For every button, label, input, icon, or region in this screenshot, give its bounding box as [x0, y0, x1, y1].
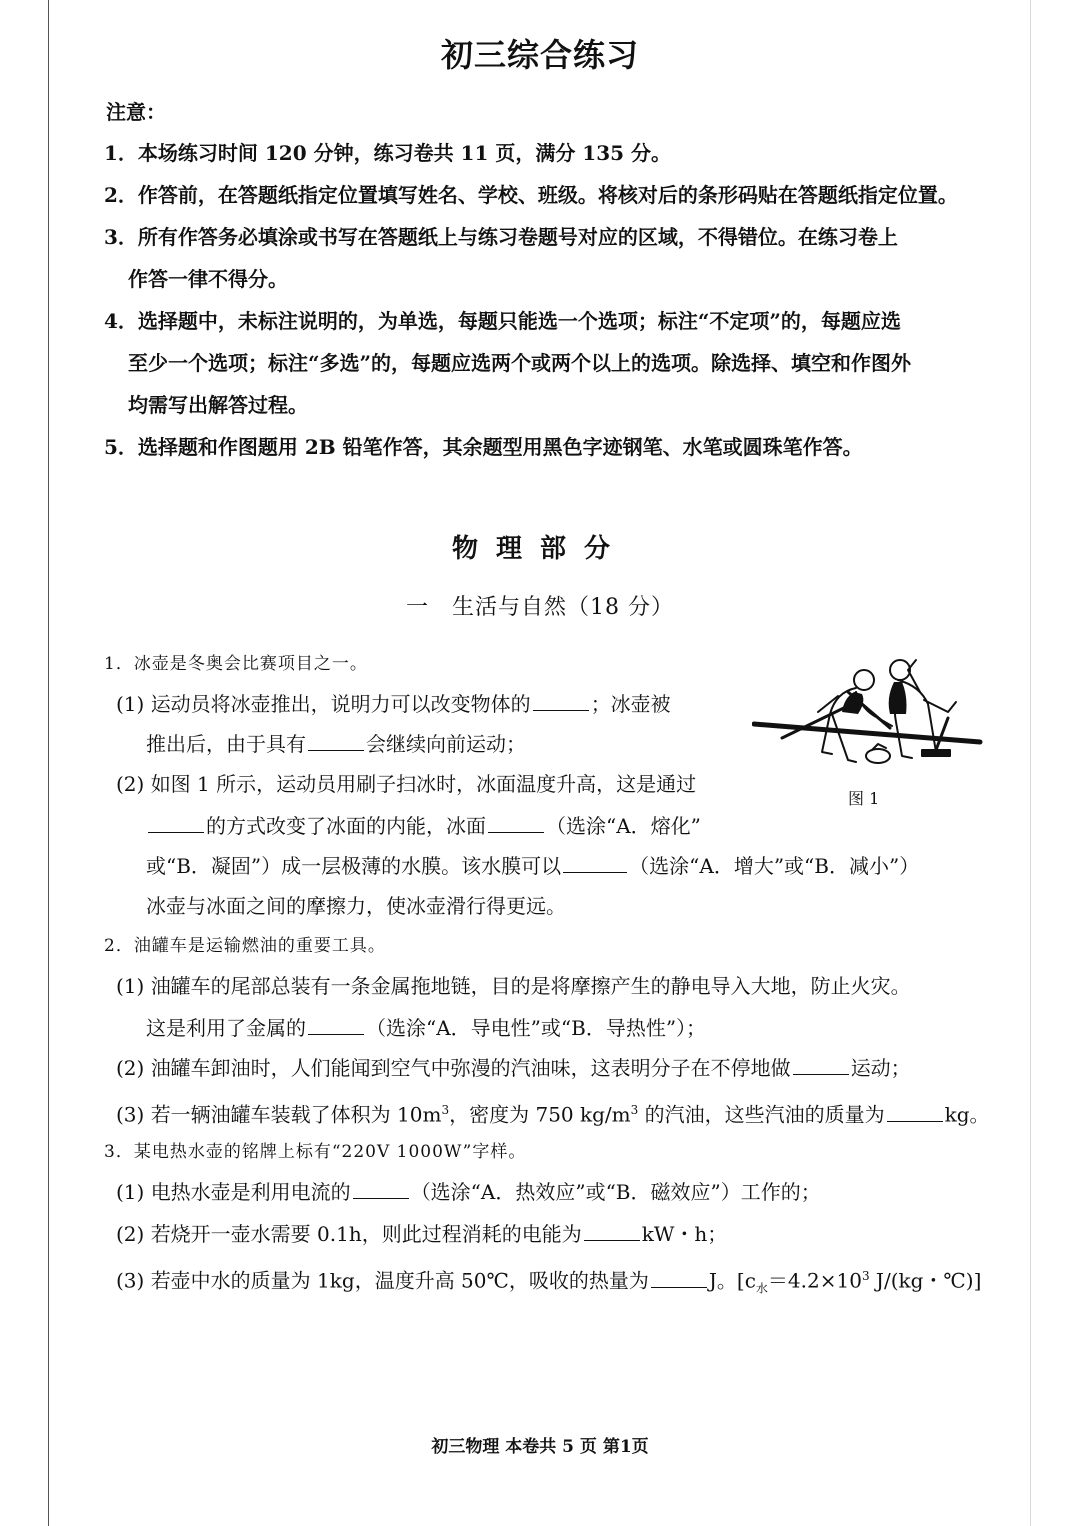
- superscript: 3: [630, 1103, 639, 1117]
- notice-item-3-cont-wrap: [104, 258, 984, 300]
- q1-p1-text-c: 推出后，由于具有: [146, 732, 306, 756]
- q3-p3-text-c: ＝4.2×10: [767, 1268, 862, 1293]
- question-1-part-2-cont2: [146, 846, 919, 886]
- q3-p3-text-b: J。[c: [708, 1268, 756, 1293]
- q2-p3-text-c: 的汽油，这些汽油的质量为: [638, 1102, 885, 1127]
- page-edge-line: [1030, 0, 1031, 1526]
- q3-p3-text-a: (3) 若壶中水的质量为 1kg，温度升高 50℃，吸收的热量为: [116, 1268, 649, 1293]
- notice-item-4-cont2-wrap: [104, 384, 984, 426]
- subsection-title: 一 生活与自然（18 分）: [406, 595, 674, 620]
- question-2-stem: 2．油罐车是运输燃油的重要工具。: [104, 936, 386, 956]
- q2-p1-text-c: （选涂“A．导电性”或“B．导热性”）；: [366, 1016, 707, 1040]
- answer-blank[interactable]: [148, 812, 204, 833]
- notice-item-3-cont: 作答一律不得分。: [128, 267, 288, 291]
- answer-blank[interactable]: [488, 812, 544, 833]
- answer-blank[interactable]: [308, 730, 364, 751]
- question-3-part-1: [116, 1172, 821, 1212]
- question-2-part-2: [116, 1048, 911, 1088]
- question-1-stem: 1．冰壶是冬奥会比赛项目之一。: [104, 654, 368, 674]
- question-1-part-2-cont1: [146, 806, 701, 846]
- q1-p2-text-b: 的方式改变了冰面的内能，冰面: [206, 814, 486, 838]
- q3-p1-text-b: （选涂“A．热效应”或“B．磁效应”）工作的；: [410, 1180, 821, 1204]
- answer-blank[interactable]: [584, 1220, 640, 1241]
- q1-p2-text-c: （选涂“A．熔化”: [546, 814, 701, 838]
- page-footer: 初三物理 本卷共 5 页 第1页: [431, 1437, 649, 1457]
- notice-item-1: 1．本场练习时间 120 分钟，练习卷共 11 页，满分 135 分。: [104, 141, 672, 165]
- question-3-part-3: [116, 1256, 981, 1309]
- notice-item-4-cont1: 至少一个选项；标注“多选”的，每题应选两个或两个以上的选项。除选择、填空和作图外: [128, 351, 912, 375]
- superscript: 3: [441, 1103, 450, 1117]
- q1-p1-text-d: 会继续向前运动；: [366, 732, 526, 756]
- q2-p2-text-b: 运动；: [850, 1056, 911, 1080]
- answer-blank[interactable]: [887, 1101, 943, 1122]
- q2-p3-text-d: kg。: [944, 1102, 990, 1127]
- question-1-part-2: (2) 如图 1 所示，运动员用刷子扫冰时，冰面温度升高，这是通过: [116, 772, 697, 796]
- question-3-part-2: [116, 1214, 727, 1254]
- q2-p3-text-b: ，密度为 750 kg/m: [449, 1102, 631, 1127]
- question-1-part-1-cont: [146, 724, 526, 764]
- q3-p1-text-a: (1) 电热水壶是利用电流的: [116, 1180, 351, 1204]
- notice-item-4: 4．选择题中，未标注说明的，为单选，每题只能选一个选项；标注“不定项”的，每题应选: [104, 309, 901, 333]
- q3-p2-text-b: kW・h；: [641, 1222, 728, 1246]
- question-2-part-1: (1) 油罐车的尾部总装有一条金属拖地链，目的是将摩擦产生的静电导入大地，防止火灾。: [116, 974, 911, 998]
- answer-blank[interactable]: [563, 852, 627, 873]
- exam-title: 初三综合练习: [440, 36, 639, 74]
- answer-blank[interactable]: [353, 1178, 409, 1199]
- answer-blank[interactable]: [533, 690, 589, 711]
- subscript: 水: [755, 1281, 768, 1296]
- q1-p1-text-b: ；冰壶被: [590, 692, 671, 716]
- notice-item-4-cont2: 均需写出解答过程。: [128, 393, 308, 417]
- q3-p3-text-d: J/(kg・℃)]: [869, 1268, 982, 1293]
- answer-blank[interactable]: [793, 1054, 849, 1075]
- question-2-part-1-cont: [146, 1008, 706, 1048]
- q2-p1-text-b: 这是利用了金属的: [146, 1016, 306, 1040]
- question-2-part-3: [116, 1090, 990, 1135]
- binding-margin-line: [48, 0, 49, 1526]
- answer-blank[interactable]: [651, 1267, 707, 1288]
- notice-item-2: 2．作答前，在答题纸指定位置填写姓名、学校、班级。将核对后的条形码贴在答题纸指定位置。: [104, 183, 958, 207]
- figure-1-caption: 图 1: [848, 789, 880, 808]
- q3-p2-text-a: (2) 若烧开一壶水需要 0.1h，则此过程消耗的电能为: [116, 1222, 582, 1246]
- answer-blank[interactable]: [308, 1014, 364, 1035]
- question-1-part-1: [116, 684, 671, 724]
- q1-p2-text-d: 或“B．凝固”）成一层极薄的水膜。该水膜可以: [146, 854, 562, 878]
- notice-item-3: 3．所有作答务必填涂或书写在答题纸上与练习卷题号对应的区域，不得错位。在练习卷上: [104, 225, 898, 249]
- section-title: 物理部分: [451, 534, 628, 564]
- notice-heading: 注意：: [106, 100, 166, 124]
- question-1-part-2-cont3: 冰壶与冰面之间的摩擦力，使冰壶滑行得更远。: [146, 894, 566, 918]
- notice-item-4-cont1-wrap: [104, 342, 984, 384]
- q1-p1-text-a: (1) 运动员将冰壶推出，说明力可以改变物体的: [116, 692, 531, 716]
- q2-p2-text-a: (2) 油罐车卸油时，人们能闻到空气中弥漫的汽油味，这表明分子在不停地做: [116, 1056, 791, 1080]
- question-3-stem: 3．某电热水壶的铭牌上标有“220V 1000W”字样。: [104, 1142, 527, 1162]
- notice-item-5: 5．选择题和作图题用 2B 铅笔作答，其余题型用黑色字迹钢笔、水笔或圆珠笔作答。: [104, 435, 863, 459]
- q2-p3-text-a: (3) 若一辆油罐车装载了体积为 10m: [116, 1102, 442, 1127]
- curling-figure-image: [752, 652, 984, 784]
- q1-p2-text-e: （选涂“A．增大”或“B．减小”）: [629, 854, 920, 878]
- superscript: 3: [861, 1269, 870, 1283]
